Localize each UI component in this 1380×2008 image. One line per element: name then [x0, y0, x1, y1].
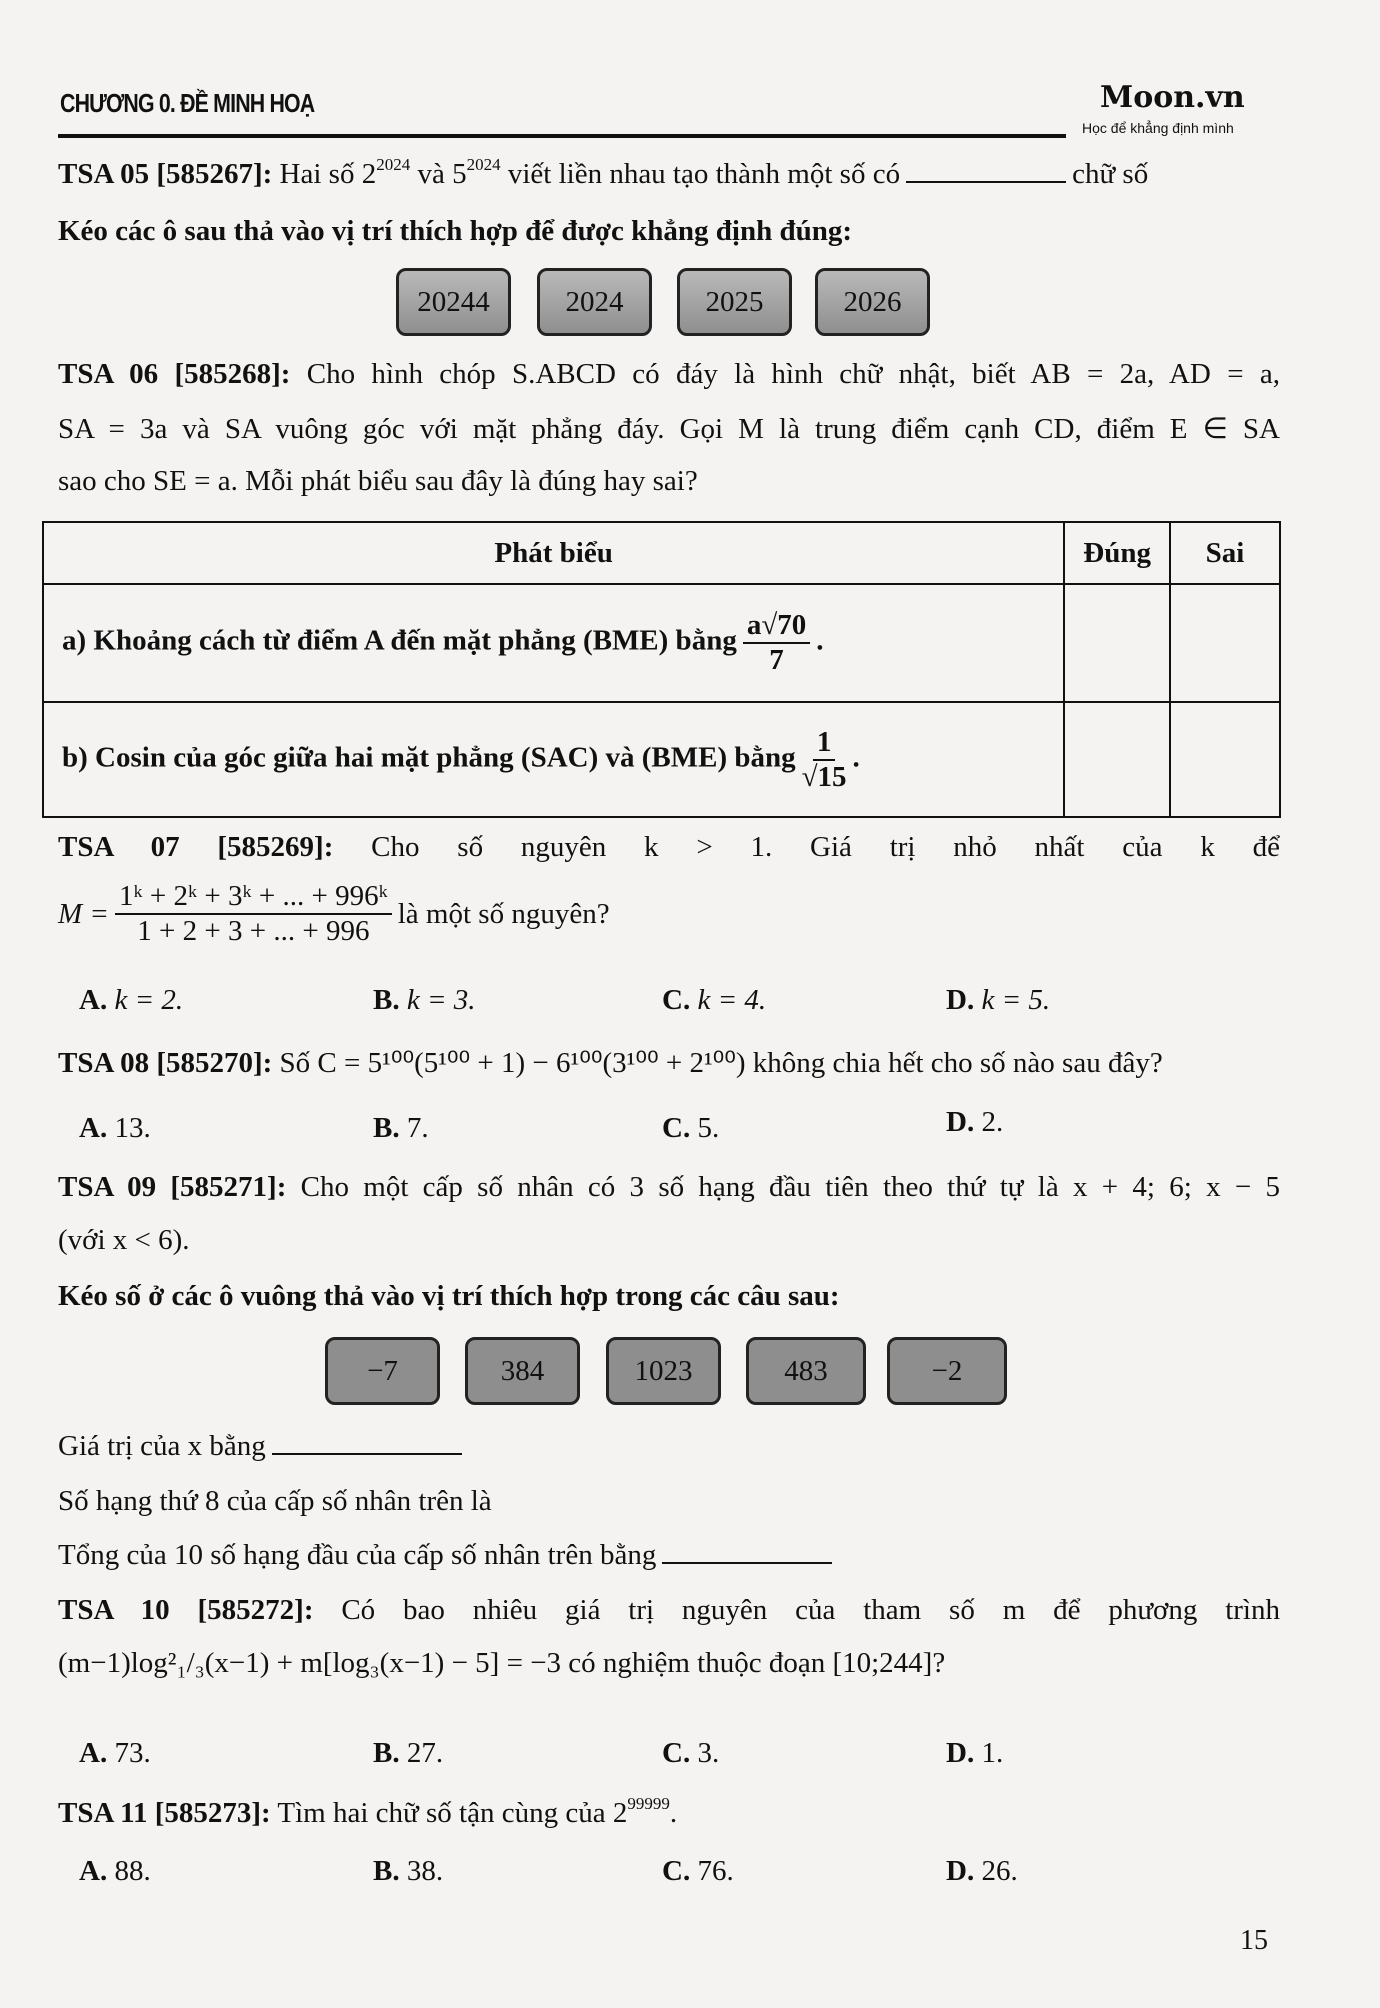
frac-num: 1 — [813, 726, 836, 761]
option-value: 5. — [697, 1112, 720, 1144]
true-cell[interactable] — [1064, 584, 1170, 702]
q07-label: TSA 07 [585269]: — [58, 831, 334, 863]
option-key: C. — [662, 1737, 691, 1769]
option-key: D. — [946, 1855, 975, 1887]
q05-question — [58, 155, 1149, 191]
q09-statement-1 — [58, 1430, 468, 1463]
page-number: 15 — [1240, 1925, 1268, 1956]
q09-statement-2 — [58, 1485, 492, 1518]
option-c[interactable] — [662, 1112, 719, 1145]
q05-drop-blank[interactable] — [906, 181, 1066, 183]
option-value: 13. — [114, 1112, 151, 1144]
formula-lhs: M = — [58, 897, 109, 930]
q11-question: TSA 11 [585273]: Tìm hai chữ số tận cùng của $2^{99999}$. — [58, 1794, 678, 1829]
option-d[interactable] — [946, 984, 1050, 1017]
true-cell[interactable] — [1064, 702, 1170, 817]
option-c[interactable] — [662, 984, 766, 1017]
option-key: C. — [662, 1112, 691, 1144]
true-false-table — [42, 521, 1281, 818]
option-key: A. — [79, 1855, 108, 1887]
option-key: A. — [79, 984, 108, 1016]
frac-den: √15 — [801, 760, 847, 793]
q09-text: Cho một cấp số nhân có 3 số hạng đầu tiên theo thứ tự là x + 4; 6; x − 5 — [286, 1171, 1280, 1203]
drag-tile[interactable]: 2026 — [815, 268, 930, 336]
q05-text-d: chữ số — [1072, 158, 1149, 190]
q08-label: TSA 08 [585270]: — [58, 1047, 273, 1079]
statement-text: Số hạng thứ 8 của cấp số nhân trên là — [58, 1485, 492, 1517]
frac-den: 1 + 2 + 3 + ... + 996 — [137, 915, 370, 947]
frac-num: 1ᵏ + 2ᵏ + 3ᵏ + ... + 996ᵏ — [115, 880, 392, 915]
statement-text: b) Cosin của góc giữa hai mặt phẳng (SAC) và (BME) bằng — [62, 741, 796, 774]
drag-tile[interactable]: 20244 — [396, 268, 511, 336]
statement-b: b) Cosin của góc giữa hai mặt phẳng (SAC) và (BME) bằng $\frac{1}{√15}$ . — [43, 702, 1064, 817]
option-c[interactable] — [662, 1737, 719, 1770]
option-key: C. — [662, 984, 691, 1016]
statement-text: a) Khoảng cách từ điểm A đến mặt phẳng (BME) bằng — [62, 624, 737, 657]
option-a[interactable] — [79, 1112, 151, 1145]
option-value: 27. — [406, 1737, 444, 1769]
table-row — [43, 702, 1280, 817]
q05-text: Hai số 2 — [272, 158, 377, 190]
q11-exp: 99999 — [627, 1794, 670, 1813]
option-key: B. — [373, 1737, 400, 1769]
table-row — [43, 584, 1280, 702]
header-rule — [58, 134, 1066, 138]
q09-line2: (với x < 6). — [58, 1224, 190, 1256]
q05-text-c: viết liền nhau tạo thành một số có — [500, 158, 901, 190]
q06-label: TSA 06 [585268]: — [58, 358, 291, 390]
statement-a: a) Khoảng cách từ điểm A đến mặt phẳng (BME) bằng $\frac{a√70}{7}$ . — [43, 584, 1064, 702]
option-d[interactable] — [946, 1106, 1003, 1139]
option-value: 76. — [697, 1855, 734, 1887]
q06-text: Cho hình chóp S.ABCD có đáy là hình chữ nhật, biết AB = 2a, AD = a, — [290, 358, 1280, 390]
option-b[interactable] — [373, 1855, 443, 1888]
option-c[interactable] — [662, 1855, 734, 1888]
option-key: B. — [373, 984, 400, 1016]
option-a[interactable] — [79, 984, 183, 1017]
q09-label: TSA 09 [585271]: — [58, 1171, 287, 1203]
frac-den: 7 — [769, 644, 784, 676]
col-true: Đúng — [1064, 522, 1170, 584]
option-value: 3. — [697, 1737, 720, 1769]
option-value: 7. — [406, 1112, 429, 1144]
q06-line3: sao cho SE = a. Mỗi phát biểu sau đây là đúng hay sai? — [58, 465, 698, 497]
option-value: 1. — [981, 1737, 1004, 1769]
q10-line1 — [58, 1594, 1280, 1627]
option-key: A. — [79, 1112, 108, 1144]
drag-tile[interactable]: 1023 — [606, 1337, 721, 1405]
q08-question — [58, 1045, 1163, 1080]
option-a[interactable] — [79, 1737, 151, 1770]
drag-tile[interactable]: 483 — [746, 1337, 866, 1405]
q07-line1 — [58, 831, 1280, 864]
q11-label: TSA 11 [585273]: — [58, 1797, 271, 1829]
option-key: D. — [946, 1106, 975, 1138]
option-value: 73. — [114, 1737, 151, 1769]
option-b[interactable] — [373, 1737, 443, 1770]
q10-line2: (m−1)log²₁/₃(x−1) + m[log₃(x−1) − 5] = −3 có nghiệm thuộc đoạn [10;244]? — [58, 1647, 946, 1679]
q07-text: Cho số nguyên k > 1. Giá trị nhỏ nhất của k để — [333, 831, 1280, 863]
q06-line2: SA = 3a và SA vuông góc với mặt phẳng đáy. Gọi M là trung điểm cạnh CD, điểm E ∈ SA — [58, 413, 1280, 445]
option-d[interactable] — [946, 1737, 1003, 1770]
drop-blank[interactable] — [662, 1562, 832, 1564]
q05-exp1: 2024 — [376, 155, 411, 174]
frac-num: a√70 — [743, 609, 810, 644]
option-key: D. — [946, 1737, 975, 1769]
option-value: k = 2. — [114, 984, 184, 1016]
drag-tile[interactable]: 2025 — [677, 268, 792, 336]
q05-label: TSA 05 [585267]: — [58, 158, 273, 190]
option-key: A. — [79, 1737, 108, 1769]
drag-tile[interactable]: 2024 — [537, 268, 652, 336]
q08-text: Số C = 5¹⁰⁰(5¹⁰⁰ + 1) − 6¹⁰⁰(3¹⁰⁰ + 2¹⁰⁰) không chia hết cho số nào sau đây? — [272, 1047, 1163, 1079]
drag-tile[interactable]: −2 — [887, 1337, 1007, 1405]
q05-exp2: 2024 — [466, 155, 501, 174]
option-value: k = 3. — [406, 984, 476, 1016]
q06-line1 — [58, 358, 1280, 391]
q07-formula — [58, 880, 610, 948]
false-cell[interactable] — [1170, 702, 1280, 817]
statement-text: Giá trị của x bằng — [58, 1430, 266, 1462]
option-value: k = 5. — [981, 984, 1051, 1016]
logo: Moon.vn — [1100, 80, 1245, 115]
slogan: Học để khẳng định mình — [1082, 120, 1234, 136]
statement-text: Tổng của 10 số hạng đầu của cấp số nhân trên bằng — [58, 1539, 657, 1571]
q10-label: TSA 10 [585272]: — [58, 1594, 314, 1626]
col-statement: Phát biểu — [43, 522, 1064, 584]
option-value: 26. — [981, 1855, 1018, 1887]
option-value: k = 4. — [697, 984, 767, 1016]
option-b[interactable] — [373, 984, 476, 1017]
false-cell[interactable] — [1170, 584, 1280, 702]
q09-statement-3 — [58, 1539, 838, 1572]
q05-text-b: và 5 — [410, 158, 467, 190]
q11-text: Tìm hai chữ số tận cùng của 2 — [270, 1797, 628, 1829]
option-key: D. — [946, 984, 975, 1016]
option-value: 88. — [114, 1855, 151, 1887]
q05-instruction: Kéo các ô sau thả vào vị trí thích hợp để được khẳng định đúng: — [58, 215, 853, 247]
option-value: 2. — [981, 1106, 1004, 1138]
option-value: 38. — [406, 1855, 444, 1887]
option-d[interactable] — [946, 1855, 1018, 1888]
col-false: Sai — [1170, 522, 1280, 584]
q10-text: Có bao nhiêu giá trị nguyên của tham số m để phương trình — [313, 1594, 1280, 1626]
q09-line1 — [58, 1171, 1280, 1204]
option-a[interactable] — [79, 1855, 151, 1888]
drag-tile[interactable]: 384 — [465, 1337, 580, 1405]
drag-tile[interactable]: −7 — [325, 1337, 440, 1405]
chapter-title: CHƯƠNG 0. ĐỀ MINH HOẠ — [60, 88, 315, 118]
option-key: B. — [373, 1112, 400, 1144]
formula-tail: là một số nguyên? — [397, 897, 610, 930]
option-key: B. — [373, 1855, 400, 1887]
drop-blank[interactable] — [272, 1453, 462, 1455]
q09-instruction: Kéo số ở các ô vuông thả vào vị trí thích hợp trong các câu sau: — [58, 1280, 840, 1312]
option-key: C. — [662, 1855, 691, 1887]
option-b[interactable] — [373, 1112, 429, 1145]
